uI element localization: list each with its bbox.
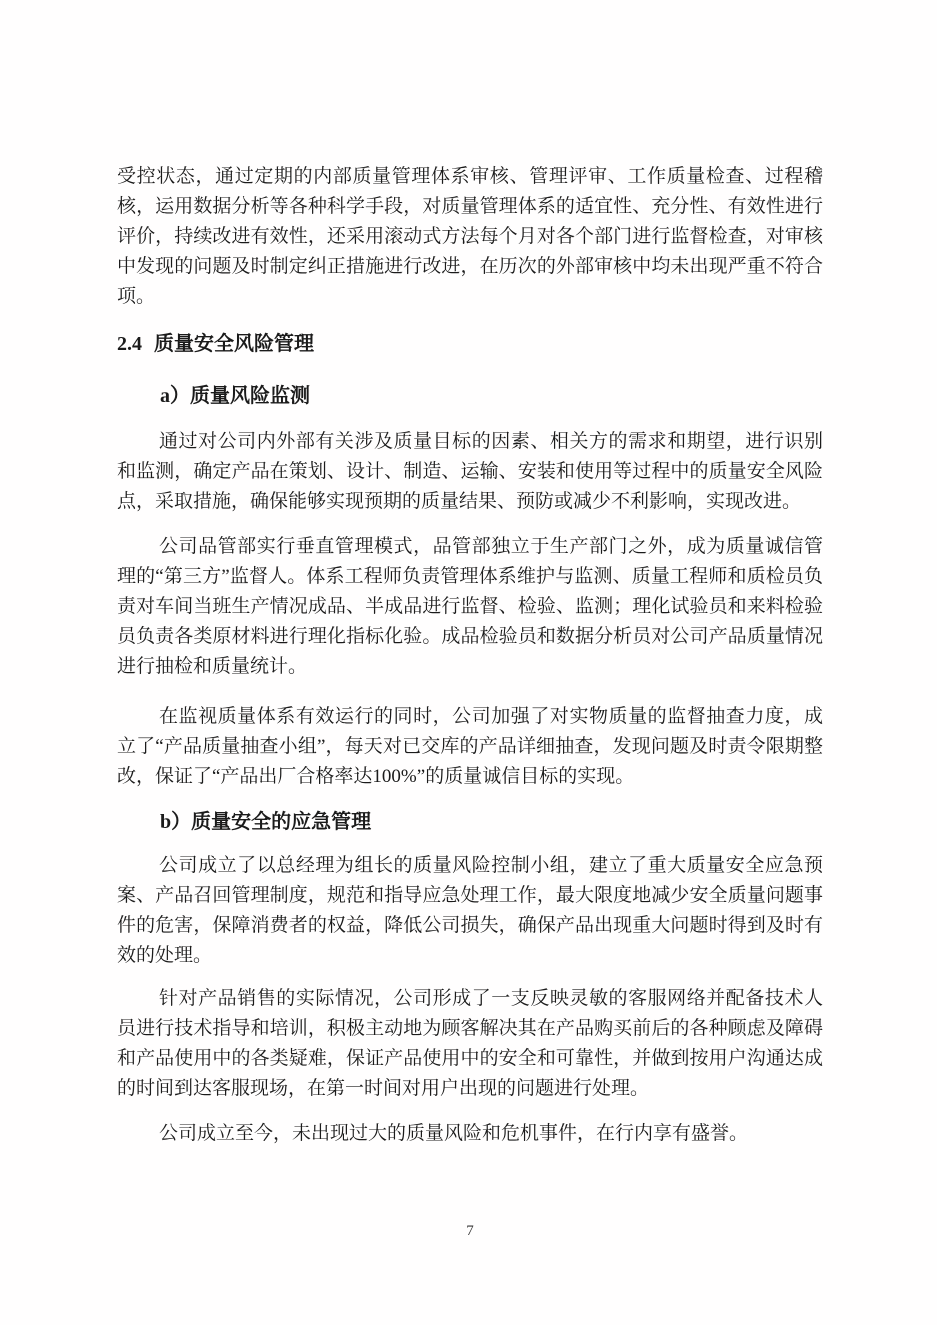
page-footer [117,1221,823,1241]
paragraph-risk-identification: 通过对公司内外部有关涉及质量目标的因素、相关方的需求和期望，进行识别和监测，确定产品在策划、设计、制造、运输、安装和使用等过程中的质量安全风险点，采取措施，确保能够实现预期的质量结果、预防或减少不利影响，实现改进。 [117,431,823,512]
paragraph-quality-department: 公司品管部实行垂直管理模式，品管部独立于生产部门之外，成为质量诚信管理的“第三方”监督人。体系工程师负责管理体系维护与监测、质量工程师和质检员负责对车间当班生产情况成品、半成品进行监督、检验、监测；理化试验员和来料检验员负责各类原材料进行理化指标化验。成品检验员和数据分析员对公司产品质量情况进行抽检和质量统计。 [117,536,823,677]
paragraph-spot-check: 在监视质量体系有效运行的同时，公司加强了对实物质量的监督抽查力度，成立了“产品质量抽查小组”，每天对已交库的产品详细抽查，发现问题及时责令限期整改，保证了“产品出厂合格率达100%”的质量诚信目标的实现。 [117,706,823,787]
page-content [117,162,823,1149]
section-title: 质量安全风险管理 [154,333,314,355]
paragraph-reputation: 公司成立至今，未出现过大的质量风险和危机事件，在行内享有盛誉。 [159,1123,749,1144]
subsection-heading-b: b）质量安全的应急管理 [160,811,372,833]
paragraph-customer-service: 针对产品销售的实际情况，公司形成了一支反映灵敏的客服网络并配备技术人员进行技术指导和培训，积极主动地为顾客解决其在产品购买前后的各种顾虑及障碍和产品使用中的各类疑难，保证产品使用中的安全和可靠性，并做到按用户沟通达成的时间到达客服现场，在第一时间对用户出现的问题进行处理。 [117,988,823,1099]
page-number: 7 [466,1223,474,1239]
section-number: 2.4 [117,333,142,355]
subsection-heading-a: a）质量风险监测 [160,385,310,407]
paragraph-emergency-group: 公司成立了以总经理为组长的质量风险控制小组，建立了重大质量安全应急预案、产品召回管理制度，规范和指导应急处理工作，最大限度地减少安全质量问题事件的危害，保障消费者的权益，降低公司损失，确保产品出现重大问题时得到及时有效的处理。 [117,855,823,966]
paragraph-intro-overflow: 受控状态，通过定期的内部质量管理体系审核、管理评审、工作质量检查、过程稽核，运用数据分析等各种科学手段，对质量管理体系的适宜性、充分性、有效性进行评价，持续改进有效性，还采用滚动式方法每个月对各个部门进行监督检查，对审核中发现的问题及时制定纠正措施进行改进，在历次的外部审核中均未出现严重不符合项。 [117,166,823,307]
section-heading [117,329,823,359]
